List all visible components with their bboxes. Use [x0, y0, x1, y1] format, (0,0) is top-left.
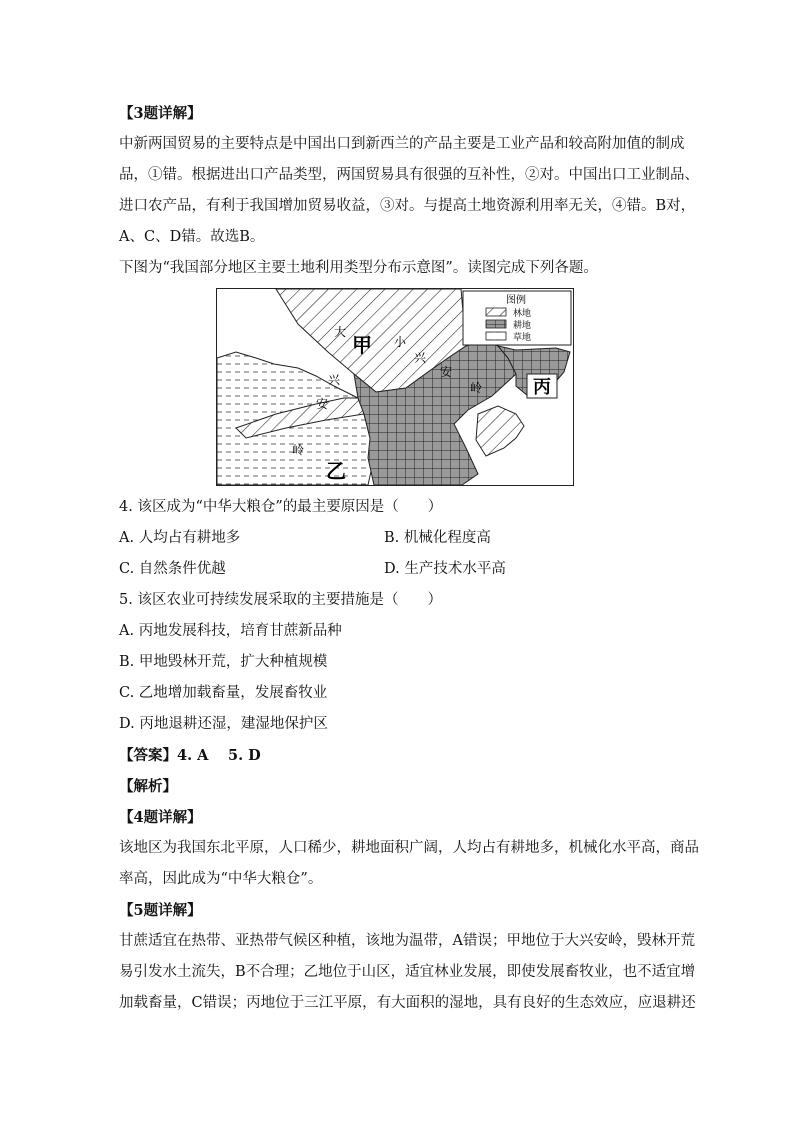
q5-paragraph-line: 加载畜量，C错误；丙地位于三江平原，有大面积的湿地，具有良好的生态效应，应退耕还 [119, 995, 696, 1011]
q4-option-c: C. 自然条件优越 [119, 561, 226, 577]
label-xing: 兴 [414, 351, 427, 365]
q4-stem: 4. 该区成为“中华大粮仓”的最主要原因是（ ） [119, 499, 443, 515]
document-page [119, 98, 699, 284]
q3-paragraph-line: 进口农产品，有利于我国增加贸易收益，③对。与提高土地资源利用率无关，④错。B对， [119, 198, 696, 214]
q4-heading: 【4题详解】 [119, 809, 202, 826]
q4-option-b: B. 机械化程度高 [384, 530, 491, 546]
analysis-heading: 【解析】 [119, 778, 177, 795]
q3-paragraph-line: A、C、D错。故选B。 [119, 229, 265, 245]
q4-paragraph-line: 率高，因此成为“中华大粮仓”。 [119, 871, 323, 887]
label-xing: 兴 [328, 373, 341, 387]
legend-farmland: 耕地 [513, 321, 532, 331]
label-an: 安 [440, 365, 453, 379]
q4-paragraph-line: 该地区为我国东北平原，人口稀少，耕地面积广阔，人均占有耕地多，机械化水平高，商品 [119, 840, 699, 856]
q5-paragraph-line: 易引发水土流失，B不合理；乙地位于山区，适宜林业发展，即使发展畜牧业，也不适宜增 [119, 964, 696, 980]
label-xiao: 小 [394, 335, 407, 349]
label-bing: 丙 [533, 377, 551, 398]
q4-option-d: D. 生产技术水平高 [384, 561, 506, 577]
land-use-map [216, 288, 574, 486]
label-ling: 岭 [470, 381, 483, 395]
label-yi: 乙 [326, 459, 346, 483]
q3-paragraph-line: 品，①错。根据进出口产品类型，两国贸易具有很强的互补性，②对。中国出口工业制品、 [119, 167, 699, 183]
figure-intro: 下图为“我国部分地区主要土地利用类型分布示意图”。读图完成下列各题。 [119, 260, 598, 276]
q4-options-row [119, 523, 679, 554]
q5-stem: 5. 该区农业可持续发展采取的主要措施是（ ） [119, 592, 442, 608]
q5-option-c: C. 乙地增加载畜量，发展畜牧业 [119, 685, 328, 701]
label-an: 安 [316, 397, 329, 411]
q4-options-row [119, 554, 679, 585]
questions-section [119, 492, 699, 1019]
legend-forest: 林地 [513, 309, 532, 319]
label-jia: 甲 [352, 333, 372, 357]
q5-option-b: B. 甲地毁林开荒，扩大种植规模 [119, 654, 328, 670]
q3-heading: 【3题详解】 [119, 105, 202, 122]
answer-line: 【答案】4. A 5. D [119, 747, 261, 764]
q5-heading: 【5题详解】 [119, 902, 202, 919]
label-da: 大 [334, 325, 347, 339]
q5-option-a: A. 丙地发展科技，培育甘蔗新品种 [119, 623, 342, 639]
q5-option-d: D. 丙地退耕还湿，建湿地保护区 [119, 716, 328, 732]
q3-paragraph-line: 中新两国贸易的主要特点是中国出口到新西兰的产品主要是工业产品和较高附加值的制成 [119, 136, 685, 152]
legend-title: 图例 [506, 295, 526, 306]
legend-grassland: 草地 [513, 333, 532, 343]
q5-paragraph-line: 甘蔗适宜在热带、亚热带气候区种植，该地为温带，A错误；甲地位于大兴安岭，毁林开荒 [119, 933, 695, 949]
label-ling: 岭 [292, 443, 305, 457]
q4-option-a: A. 人均占有耕地多 [119, 530, 241, 546]
